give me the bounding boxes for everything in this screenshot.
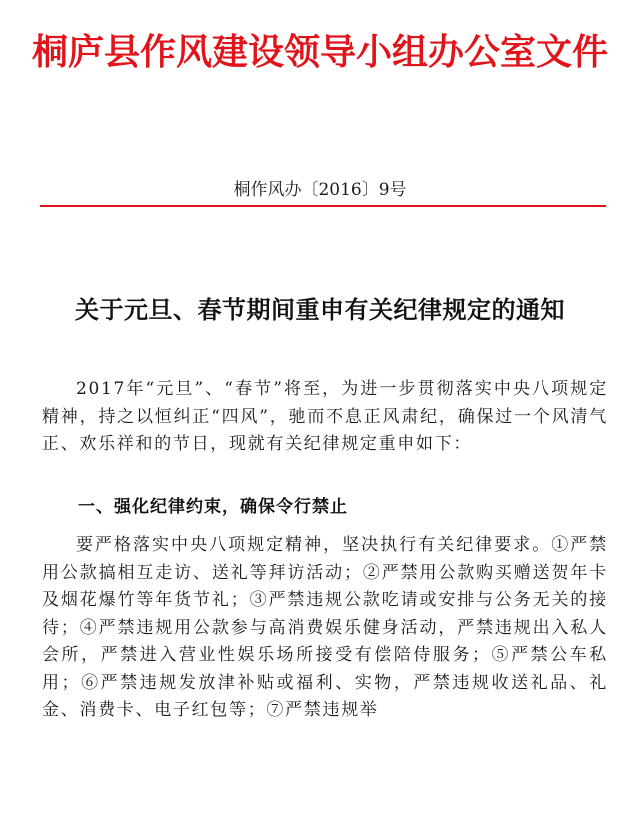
rules-paragraph [42, 532, 608, 725]
rules-text: 要严格落实中央八项规定精神，坚决执行有关纪律要求。①严禁用公款搞相互走访、送礼等拜访活动；②严禁用公款购买赠送贺年卡及烟花爆竹等年货节礼；③严禁违规公款吃请或安排与公务无关的接待；④严禁违规用公款参与高消费娱乐健身活动，严禁违规出入私人会所，严禁进入营业性娱乐场所接受有偿陪侍服务；⑤严禁公车私用；⑥严禁违规发放津补贴或福利、实物，严禁违规收送礼品、礼金、消费卡、电子红包等；⑦严禁违规举 [42, 535, 608, 720]
section-heading: 一、强化纪律约束，确保令行禁止 [78, 497, 348, 517]
red-divider-line [40, 205, 606, 207]
intro-paragraph [42, 376, 608, 459]
document-number: 桐作风办〔2016〕9号 [233, 180, 407, 200]
notice-title: 关于元旦、春节期间重申有关纪律规定的通知 [75, 295, 565, 324]
intro-text: 2017年“元旦”、“春节”将至，为进一步贯彻落实中央八项规定精神，持之以恒纠正“四风”，驰而不息正风肃纪，确保过一个风清气正、欢乐祥和的节日，现就有关纪律规定重申如下： [42, 379, 608, 454]
issuer-title: 桐庐县作风建设领导小组办公室文件 [31, 31, 608, 73]
